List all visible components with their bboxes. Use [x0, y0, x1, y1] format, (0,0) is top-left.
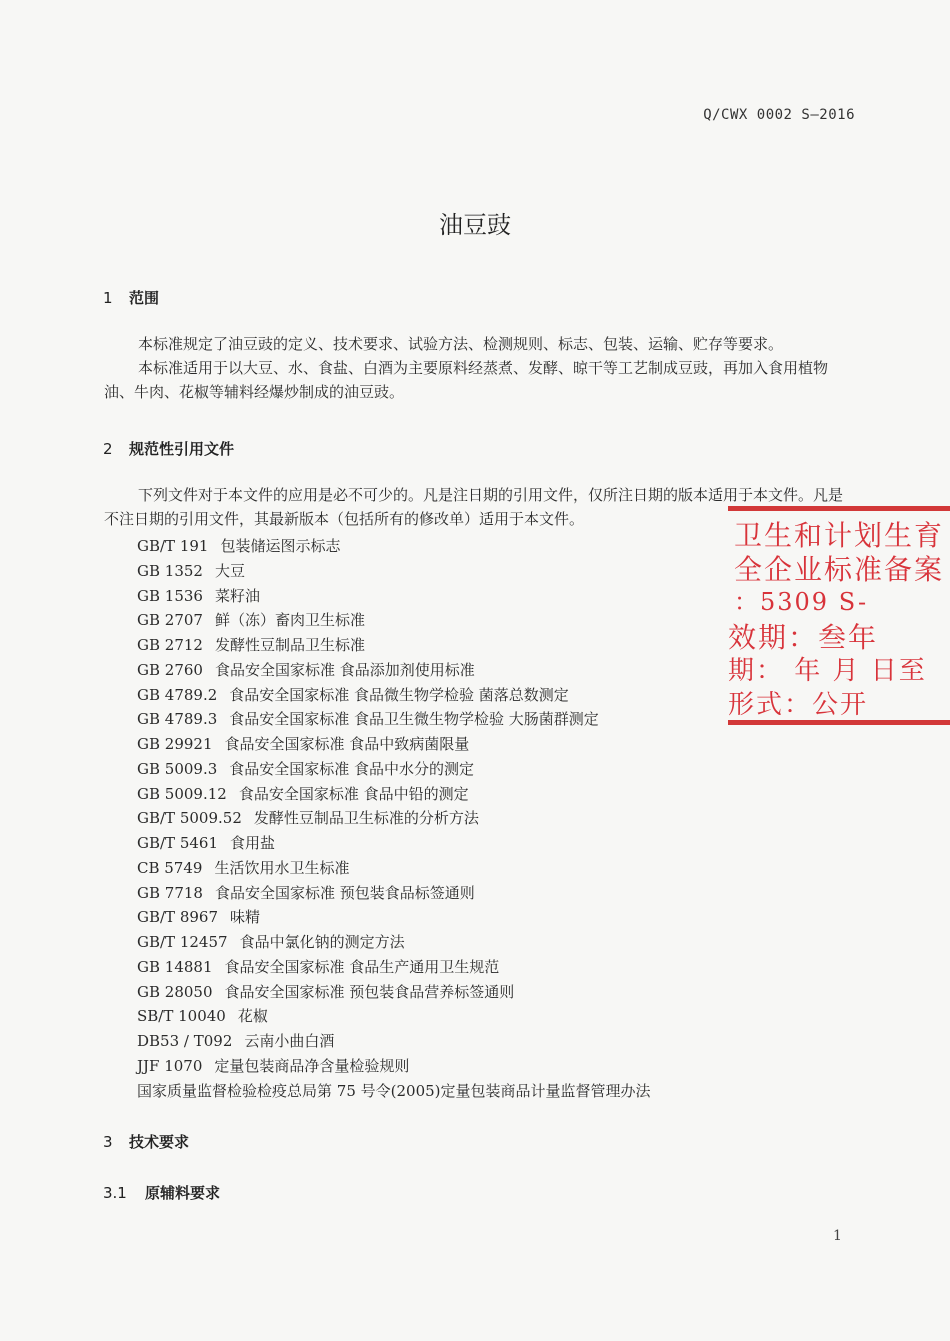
stamp-line: 效期：叁年 — [728, 621, 879, 654]
reference-code: GB 5009.3 — [137, 759, 218, 778]
reference-title: 包装储运图示标志 — [220, 537, 341, 555]
stamp-line: ：5309 S- — [734, 588, 869, 616]
reference-code: GB/T 12457 — [137, 933, 228, 951]
reference-title: 花椒 — [237, 1007, 268, 1026]
reference-code: GB 2760 — [137, 660, 203, 679]
reference-title: 食品安全国家标准 食品微生物学检验 菌落总数测定 — [229, 685, 569, 704]
reference-code: DB53 / T092 — [137, 1032, 233, 1050]
reference-item — [137, 683, 757, 708]
stamp-line: 形式：公开 — [728, 690, 869, 720]
scope-paragraph-1: 本标准规定了油豆豉的定义、技术要求、试验方法、检测规则、标志、包装、运输、贮存等要求。 — [138, 335, 784, 353]
reference-title: 食品安全国家标准 食品添加剂使用标准 — [214, 660, 475, 679]
reference-item — [137, 757, 757, 782]
reference-code: GB 4789.3 — [137, 710, 218, 729]
reference-title: 鲜（冻）畜肉卫生标准 — [214, 611, 365, 630]
stamp-bottom-border — [728, 720, 950, 725]
reference-title: 云南小曲白酒 — [244, 1032, 335, 1050]
reference-code: GB 2707 — [137, 611, 203, 630]
reference-title: 食用盐 — [230, 834, 276, 852]
reference-code: GB 2712 — [137, 636, 203, 654]
scope-paragraph-2: 本标准适用于以大豆、水、食盐、白酒为主要原料经蒸煮、发酵、晾干等工艺制成豆豉，再加入食用植物油、牛肉、花椒等辅料经爆炒制成的油豆豉。 — [104, 359, 829, 401]
reference-code: SB/T 10040 — [137, 1007, 226, 1026]
reference-item — [137, 1079, 757, 1104]
reference-code: GB/T 5461 — [137, 834, 219, 852]
reference-item — [137, 658, 757, 683]
reference-item — [137, 782, 757, 807]
section-heading-tech-requirements — [103, 1131, 189, 1152]
reference-code: GB 5009.12 — [137, 784, 227, 803]
reference-title: 食品安全国家标准 预包装食品标签通则 — [214, 883, 475, 902]
section-number: 2 — [103, 440, 113, 458]
reference-code: GB 1536 — [137, 586, 203, 605]
reference-code: 国家质量监督检验检疫总局第 75 号令(2005)定量包装商品计量监督管理办法 — [137, 1081, 651, 1100]
page-number: 1 — [833, 1228, 842, 1244]
reference-code: GB/T 191 — [137, 537, 209, 555]
reference-item — [137, 608, 757, 633]
reference-title: 食品安全国家标准 食品中铅的测定 — [238, 784, 469, 803]
reference-code: GB 4789.2 — [137, 685, 218, 704]
reference-item — [137, 707, 757, 732]
section-number: 3.1 — [103, 1184, 127, 1202]
reference-item — [137, 732, 757, 757]
reference-item — [137, 534, 757, 559]
registration-stamp — [728, 506, 950, 726]
reference-item — [137, 633, 757, 658]
document-code: Q/CWX 0002 S—2016 — [703, 107, 855, 123]
stamp-line: 全企业标准备案 — [734, 553, 945, 586]
reference-title: 发酵性豆制品卫生标准 — [214, 636, 365, 654]
section-title: 范围 — [129, 289, 160, 307]
reference-item — [137, 856, 757, 881]
section-heading-scope — [103, 287, 159, 308]
section-title: 规范性引用文件 — [129, 440, 235, 458]
references-intro: 下列文件对于本文件的应用是必不可少的。凡是注日期的引用文件，仅所注日期的版本适用于本文件。凡是不注日期的引用文件，其最新版本（包括所有的修改单）适用于本文件。 — [104, 486, 844, 528]
reference-item — [137, 980, 757, 1005]
reference-item — [137, 1029, 757, 1054]
reference-title: 定量包装商品净含量检验规则 — [214, 1056, 410, 1075]
reference-title: 大豆 — [214, 561, 245, 580]
reference-item — [137, 905, 757, 930]
reference-code: GB/T 5009.52 — [137, 809, 242, 828]
reference-code: GB 7718 — [137, 883, 203, 902]
reference-item — [137, 930, 757, 955]
reference-code: GB 1352 — [137, 561, 203, 580]
reference-title: 食品安全国家标准 食品中水分的测定 — [229, 759, 475, 778]
reference-item — [137, 584, 757, 609]
reference-title: 生活饮用水卫生标准 — [214, 858, 350, 877]
reference-item — [137, 806, 757, 831]
reference-title: 菜籽油 — [214, 586, 260, 605]
section-number: 1 — [103, 289, 113, 307]
section-heading-references — [103, 438, 234, 459]
reference-item — [137, 831, 757, 856]
subsection-heading-raw-materials — [103, 1182, 220, 1203]
section-title: 原辅料要求 — [145, 1184, 221, 1202]
stamp-top-border — [728, 506, 950, 511]
reference-code: CB 5749 — [137, 858, 203, 877]
reference-code: JJF 1070 — [137, 1056, 203, 1075]
reference-title: 味精 — [230, 908, 261, 927]
stamp-line: 卫生和计划生育 — [734, 519, 945, 552]
reference-title: 食品安全国家标准 食品中致病菌限量 — [224, 735, 470, 753]
reference-code: GB 14881 — [137, 957, 213, 976]
reference-item — [137, 1054, 757, 1079]
reference-item — [137, 1004, 757, 1029]
reference-title: 食品中氯化钠的测定方法 — [239, 933, 405, 951]
section-number: 3 — [103, 1133, 113, 1151]
stamp-line: 期： 年 月 日至 — [728, 656, 927, 686]
reference-title: 食品安全国家标准 食品生产通用卫生规范 — [224, 957, 500, 976]
reference-code: GB 28050 — [137, 982, 213, 1001]
reference-title: 食品安全国家标准 食品卫生微生物学检验 大肠菌群测定 — [229, 710, 599, 729]
reference-item — [137, 559, 757, 584]
section-title: 技术要求 — [129, 1133, 190, 1151]
reference-title: 食品安全国家标准 预包装食品营养标签通则 — [224, 982, 515, 1001]
reference-code: GB 29921 — [137, 735, 213, 753]
reference-item — [137, 955, 757, 980]
document-title: 油豆豉 — [439, 211, 511, 239]
reference-list — [137, 534, 757, 1103]
reference-code: GB/T 8967 — [137, 908, 219, 927]
reference-title: 发酵性豆制品卫生标准的分析方法 — [253, 809, 479, 828]
reference-item — [137, 881, 757, 906]
